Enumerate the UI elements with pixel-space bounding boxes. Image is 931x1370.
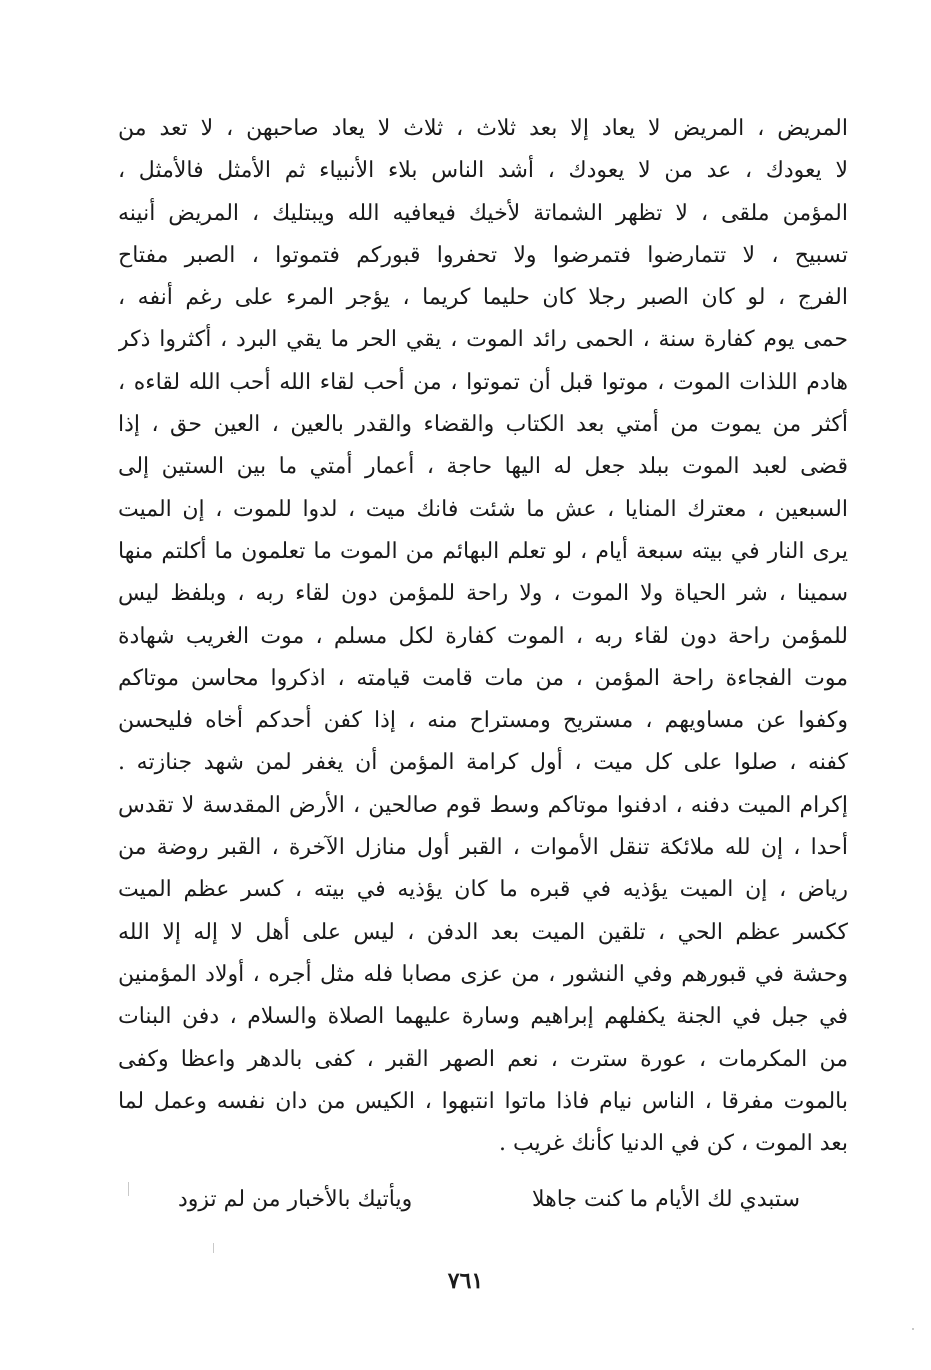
text-line: كفنه ، صلوا على كل ميت ، أول كرامة المؤمن أن يغفر لمن شهد جنازته .: [118, 750, 848, 776]
text-line: السبعين ، معترك المنايا ، عش ما شئت فانك ميت ، لدوا للموت ، إن الميت: [118, 496, 848, 522]
body-text: [118, 108, 848, 1165]
text-line: إكرام الميت دفنه ، ادفنوا موتاكم وسط قوم صالحين ، الأرض المقدسة لا تقدس: [118, 792, 848, 818]
text-line: المؤمن ملقى ، لا تظهر الشماتة لأخيك فيعافيه الله ويبتليك ، المريض أنينه: [118, 200, 848, 226]
text-line: من المكرمات ، عورة سترت ، نعم الصهر القبر ، كفى بالدهر واعظا وكفى: [118, 1046, 848, 1072]
text-line: رياض ، إن الميت يؤذيه في قبره ما كان يؤذيه في بيته ، كسر عظم الميت: [118, 877, 848, 903]
verse-second-hemistich: ويأتيك بالأخبار من لم تزود: [178, 1187, 413, 1212]
text-line: موت الفجاءة راحة المؤمن ، من مات قامت قيامته ، اذكروا محاسن موتاكم: [118, 665, 848, 691]
text-line: المريض ، المريض لا يعاد إلا بعد ثلاث ، ثلاث لا يعاد صاحبهن ، لا تعد من: [118, 116, 848, 141]
text-line: يرى النار في بيته سبعة أيام ، لو تعلم البهائم من الموت ما تعلمون ما أكلتم منها: [118, 538, 848, 564]
text-line: أكثر من يموت من أمتي بعد الكتاب والقضاء والقدر بالعين ، العين حق ، إذا: [118, 412, 848, 438]
verse-first-hemistich: ستبدي لك الأيام ما كنت جاهلا: [531, 1187, 800, 1212]
text-line: الفرج ، لو كان الصبر رجلا كان حليما كريما ، يؤجر المرء على رغم أنفه ،: [118, 285, 848, 311]
scan-mark: [213, 1243, 214, 1253]
text-line: وكفوا عن مساويهم ، مستريح ومستراح منه ، إذا كفن أحدكم أخاه فليحسن: [118, 708, 848, 734]
text-line: لا يعودك ، عد من لا يعودك ، أشد الناس بلاء الأنبياء ثم الأمثل فالأمثل ،: [118, 158, 848, 184]
text-line: بالموت مفرقا ، الناس نيام فاذا ماتوا انتبهوا ، الكيس من دان نفسه وعمل لما: [118, 1088, 848, 1114]
poetry-verse: [150, 1178, 800, 1222]
scan-mark: [128, 1182, 129, 1196]
text-line: ككسر عظم الحي ، تلقين الميت بعد الدفن ، ليس على أهل لا إله إلا الله: [118, 919, 848, 945]
text-line: تسبيح ، لا تتمارضوا فتمرضوا ولا تحفروا قبوركم فتموتوا ، الصبر مفتاح: [118, 242, 848, 268]
scan-mark: [912, 1328, 914, 1330]
page-number: ٧٦١: [447, 1268, 484, 1294]
text-line: سمينا ، شر الحياة ولا الموت ، ولا راحة للمؤمن دون لقاء ربه ، وبلفظ ليس: [118, 581, 848, 607]
text-line: وحشة في قبورهم وفي النشور ، من عزى مصابا فله مثل أجره ، أولاد المؤمنين: [118, 961, 848, 987]
text-line: في جبل في الجنة يكفلهم إبراهيم وسارة عليهما الصلاة والسلام ، دفن البنات: [118, 1004, 848, 1030]
text-line: للمؤمن راحة دون لقاء ربه ، الموت كفارة لكل مسلم ، موت الغريب شهادة: [118, 623, 848, 649]
text-line: أحدا ، إن لله ملائكة تنقل الأموات ، القبر أول منازل الآخرة ، القبر روضة من: [118, 835, 848, 861]
text-line: حمى يوم كفارة سنة ، الحمى رائد الموت ، يقي الحر ما يقي البرد ، أكثروا ذكر: [118, 327, 848, 353]
text-line: هادم اللذات الموت ، موتوا قبل أن تموتوا ، من أحب لقاء الله أحب الله لقاءه ،: [118, 369, 848, 395]
text-line: قضى لعبد الموت ببلد جعل له اليها حاجة ، أعمار أمتي ما بين الستين إلى: [118, 454, 848, 480]
text-line-last: بعد الموت ، كن في الدنيا كأنك غريب .: [498, 1131, 848, 1157]
